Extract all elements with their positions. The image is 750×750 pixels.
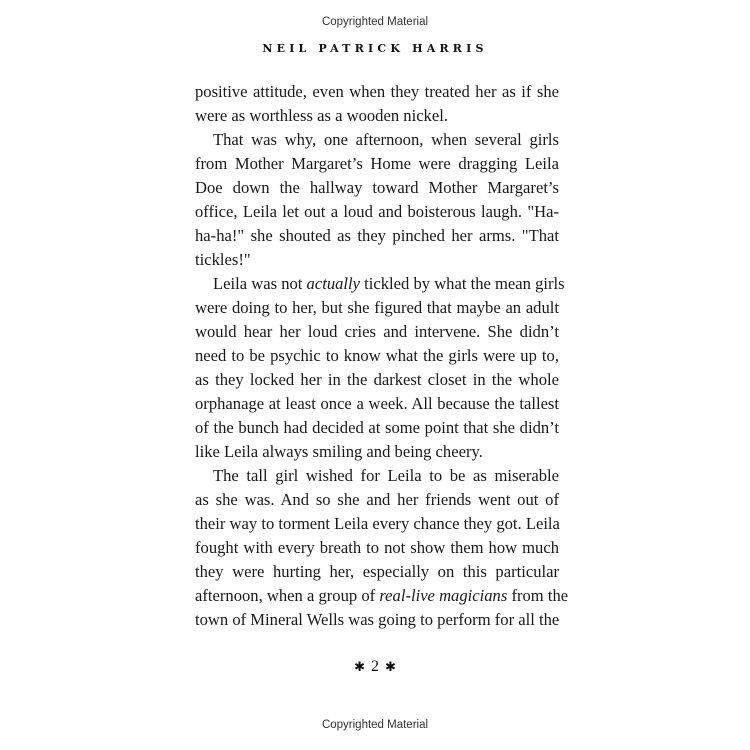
text-line: their way to torment Leila every chance they got. Leila <box>195 514 560 533</box>
italic-text: real-live magicians <box>379 586 508 605</box>
text-line: positive attitude, even when they treated her as if she <box>195 82 559 101</box>
text-line: were as worthless as a wooden nickel. <box>195 106 448 125</box>
ornament-right-icon: ✱ <box>385 659 396 674</box>
text-line <box>195 584 569 608</box>
copyright-watermark-top: Copyrighted Material <box>321 16 429 28</box>
body-text <box>195 80 569 632</box>
text-line: ha-ha!" she shouted as they pinched her arms. "That <box>195 226 559 245</box>
text-line: from Mother Margaret’s Home were dragging Leila <box>195 154 559 173</box>
text-line: would hear her loud cries and intervene. She didn’t <box>195 322 559 341</box>
text-span: afternoon, when a group of <box>195 586 380 605</box>
text-line: as she was. And so she and her friends went out of <box>195 490 559 509</box>
text-line: town of Mineral Wells was going to perform for all the <box>195 610 560 629</box>
text-line: The tall girl wished for Leila to be as miserable <box>213 466 559 485</box>
copyright-watermark-bottom: Copyrighted Material <box>321 719 429 731</box>
italic-text: actually <box>306 274 360 293</box>
text-line: of the bunch had decided at some point that she didn’t <box>195 418 559 437</box>
page-number: 2 <box>371 658 379 675</box>
page-folio <box>0 658 750 676</box>
ornament-left-icon: ✱ <box>354 659 365 674</box>
text-line: fought with every breath to not show them how much <box>195 538 559 557</box>
running-head-author: NEIL PATRICK HARRIS <box>262 42 488 55</box>
text-line: office, Leila let out a loud and boisterous laugh. "Ha- <box>195 202 559 221</box>
text-line: orphanage at least once a week. All because the tallest <box>195 394 559 413</box>
text-line: like Leila always smiling and being cheery. <box>195 442 483 461</box>
text-line: need to be psychic to know what the girls were up to, <box>195 346 559 365</box>
text-span: Leila was not <box>213 274 307 293</box>
text-line: Doe down the hallway toward Mother Margaret’s <box>195 178 559 197</box>
text-line: That was why, one afternoon, when several girls <box>213 130 559 149</box>
text-line: tickles!" <box>195 250 251 269</box>
text-line: as they locked her in the darkest closet in the whole <box>195 370 559 389</box>
text-line: they were hurting her, especially on this particular <box>195 562 559 581</box>
text-line <box>195 272 565 296</box>
text-span: tickled by what the mean girls <box>360 274 565 293</box>
text-span: from the <box>507 586 569 605</box>
text-line: were doing to her, but she figured that maybe an adult <box>195 298 559 317</box>
